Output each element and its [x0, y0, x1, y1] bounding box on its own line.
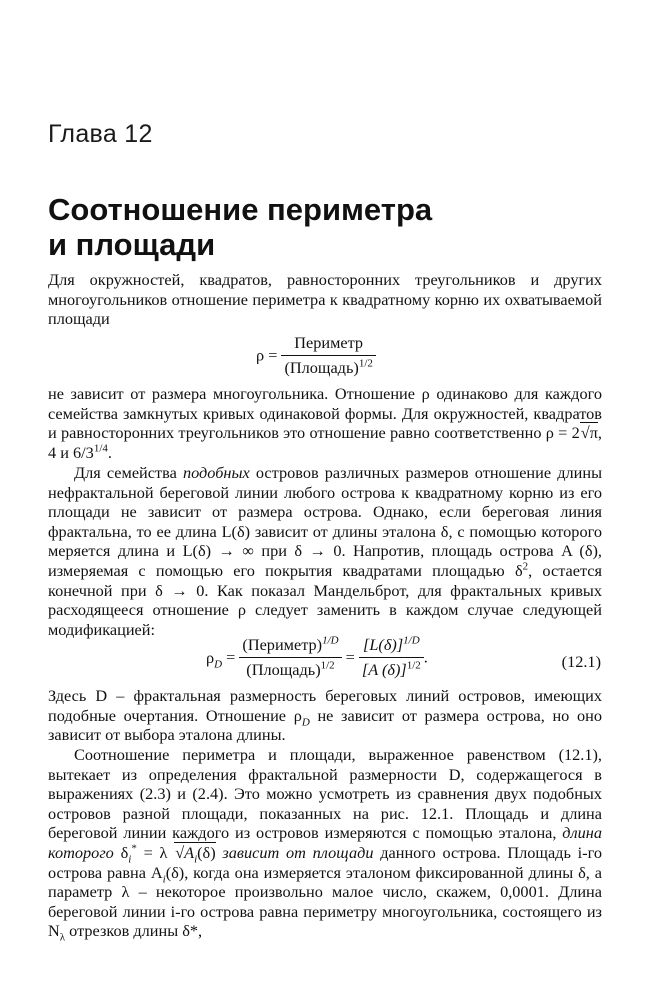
exponent: 2 [522, 560, 529, 573]
text-run: не зависит от размера многоугольника. Отношение ρ одинаково для каждого семейства замкнутых кривых одинаковой формы. Для окружностей, квадратов и равносторонних треугольников это отношение равно соответственно ρ = 2 [48, 384, 602, 443]
text-run: , остается конечной при δ → 0. Как показал Мандельброт, для фрактальных кривых расходящееся отношение ρ следует заменить в каждом случае следующей модификацией: [48, 560, 602, 639]
superscript: * [131, 842, 137, 855]
rho-subscript: D [214, 657, 223, 670]
text-run: Для семейства [74, 463, 183, 482]
text-run: = λ [136, 842, 175, 862]
subscript: i [128, 853, 132, 866]
text-run: Здесь D – фрактальная размерность береговых линий островов, имеющих подобные очертания. Отношение ρ [48, 686, 602, 725]
equals-sign: = [222, 647, 240, 667]
chapter-title-line-1: Соотношение периметра [48, 192, 433, 227]
text-run: Соотношение периметра и площади, выраженное равенством (12.1), вытекает из определения фрактальной размерности D, содержащегося в выражениях (2.3) и (2.4). Это можно усмотреть из сравнения двух подобных островов разной площади, показанных на рис. 12.1. Площадь и длина береговой линии каждого из островов измеряются с помощью эталона, [48, 745, 602, 843]
fraction-denominator [281, 356, 375, 378]
paragraph-text [48, 745, 602, 944]
chapter-title [48, 192, 608, 262]
sqrt-arg: A [184, 842, 195, 862]
text-run: (δ), когда она измеряется эталоном фиксированной длины δ, а параметр λ – некоторое произвольно малое число, скажем, 0,0001. Длина береговой линии i-го острова равна периметру многоугольника, состоящего из N [48, 862, 602, 941]
paragraph-text: Для окружностей, квадратов, равносторонних треугольников и других многоугольников отношение периметра к квадратному корню их охватываемой площади [48, 270, 602, 329]
sqrt-pi: √π [580, 423, 598, 443]
fraction-2-denominator [359, 658, 424, 680]
fraction-2-numerator [359, 635, 424, 658]
numerator-exponent: 1/D [322, 634, 339, 647]
subscript: λ [59, 931, 66, 944]
sqrt-arg: π [589, 423, 598, 443]
numerator-exponent: 1/D [403, 634, 420, 647]
subscript: D [301, 715, 310, 728]
delta-symbol: δ [113, 842, 129, 862]
equation-lhs [206, 647, 223, 670]
exponent: 1/4 [93, 442, 108, 455]
period: . [423, 647, 428, 667]
italic-text: подобных [182, 463, 250, 482]
sqrt-tail: (δ) [197, 842, 216, 862]
fraction-1 [239, 635, 341, 680]
italic-text: зависит от площади [215, 842, 374, 862]
numerator-text: [L(δ)] [363, 635, 404, 654]
fraction-1-denominator [239, 658, 341, 680]
paragraph-text [48, 686, 602, 745]
subscript: i [194, 853, 198, 866]
fraction-1-numerator [239, 635, 341, 658]
numerator-text: (Периметр) [242, 635, 323, 654]
text-run: не зависит от размера острова, но оно зависит от выбора эталона длины. [48, 705, 602, 745]
paragraph-relation [48, 745, 602, 944]
fraction-2 [359, 635, 424, 680]
denominator-text: (Площадь) [246, 660, 321, 679]
paragraph-fractal [48, 463, 602, 639]
denominator-text: (Площадь) [284, 358, 359, 377]
text-run: , 4 и 6/3 [48, 423, 602, 462]
italic-text: длина которого [48, 823, 602, 862]
sqrt-area: $√A_i(\delta)$ [175, 842, 216, 866]
paragraph-dimension [48, 686, 602, 745]
equation-lhs: ρ = [256, 345, 278, 365]
chapter-title-line-2: и площади [48, 227, 216, 262]
rho-symbol: ρ [206, 647, 215, 667]
paragraph-intro [48, 270, 602, 329]
denominator-exponent: 1/2 [406, 659, 421, 672]
subscript: i [162, 872, 166, 885]
denominator-text: [A (δ)] [361, 660, 407, 679]
text-run: островов различных размеров отношение длины нефрактальной береговой линии любого острова к квадратному корню из его площади не зависит от размера острова. Однако, если береговая линия фрактальна, то ее длина L(δ) зависит от длины эталона δ, с помощью которого меряется длина и L(δ) → ∞ при δ → 0. Напротив, площадь острова A (δ), измеряемая с помощью его покрытия квадратами площадью δ [48, 463, 603, 580]
fraction-numerator: Периметр [281, 333, 375, 356]
paragraph-ratio [48, 384, 602, 462]
denominator-exponent: 1/2 [358, 357, 373, 370]
text-run: отрезков длины δ*, [65, 921, 203, 941]
equation-number: (12.1) [561, 652, 601, 671]
paragraph-text [48, 463, 602, 639]
text-run: . [107, 442, 112, 462]
text-run: данного острова. Площадь i-го острова равна A [48, 842, 602, 882]
paragraph-text [48, 384, 602, 462]
denominator-exponent: 1/2 [320, 659, 335, 672]
fraction [281, 333, 375, 378]
equals-sign: = [341, 647, 359, 667]
chapter-label: Глава 12 [48, 120, 153, 148]
